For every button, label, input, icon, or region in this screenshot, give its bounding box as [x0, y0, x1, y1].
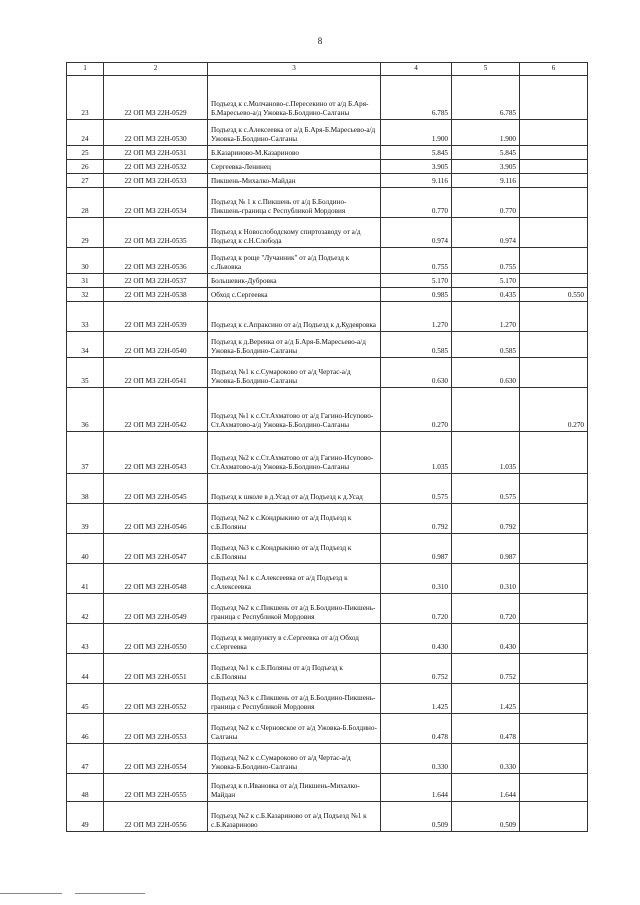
table-row [67, 802, 588, 832]
road-name: Пикшень-Михалко-Майдан [208, 174, 381, 188]
length-col5: 0.575 [452, 474, 520, 504]
footer-rule [75, 893, 145, 894]
road-code: 22 ОП МЗ 22Н-0545 [104, 474, 208, 504]
table-row [67, 288, 588, 302]
road-name: Б.Казарииово-М.Казариново [208, 146, 381, 160]
length-total: 1.270 [381, 302, 452, 332]
length-col5: 0.478 [452, 714, 520, 744]
road-code: 22 ОП МЗ 22Н-0547 [104, 534, 208, 564]
length-col5: 0.720 [452, 594, 520, 624]
column-header: 6 [520, 63, 588, 76]
road-name: Подъезд №2 к с.Сумароково от а/д Чертас-а/д Ужовка-Б.Болдино-Салганы [208, 744, 381, 774]
road-name: Подъезд №1 к с.Б.Поляны от а/д Подъезд к с.Б.Поляны [208, 654, 381, 684]
length-col5: 0.752 [452, 654, 520, 684]
table-header-row [67, 63, 588, 76]
road-code: 22 ОП МЗ 22Н-0533 [104, 174, 208, 188]
table-row [67, 302, 588, 332]
road-name: Подъезд №2 к с.Кондрыкино от а/д Подъезд к с.Б.Поляны [208, 504, 381, 534]
table-row [67, 274, 588, 288]
table-row [67, 564, 588, 594]
road-name: Подъезд №2 к с.Черновское от а/д Ужовка-Б.Болдино-Салганы [208, 714, 381, 744]
length-total: 0.985 [381, 288, 452, 302]
length-col5: 0.430 [452, 624, 520, 654]
road-name: Подъезд №3 к с.Пикшень от а/д Б.Болдино-Пикшень-граница с Республикой Мордовия [208, 684, 381, 714]
row-number: 38 [67, 474, 104, 504]
length-col6 [520, 188, 588, 218]
length-col5: 1.035 [452, 432, 520, 474]
table-row [67, 714, 588, 744]
length-col6 [520, 432, 588, 474]
column-header: 4 [381, 63, 452, 76]
column-header: 5 [452, 63, 520, 76]
road-code: 22 ОП МЗ 22Н-0536 [104, 248, 208, 274]
road-name: Обход с.Сергеевка [208, 288, 381, 302]
road-code: 22 ОП МЗ 22Н-0540 [104, 332, 208, 358]
length-col6 [520, 274, 588, 288]
road-name: Подъезд к роще "Лучанник" от а/д Подъезд к с.Львовка [208, 248, 381, 274]
length-col6 [520, 358, 588, 388]
length-col5: 3.905 [452, 160, 520, 174]
road-name: Подъезд №2 к с.Ст.Ахматово от а/д Гагино-Исупово-Ст.Ахматово-а/д Ужовка-Б.Болдино-Салганы [208, 432, 381, 474]
length-col5: 0.509 [452, 802, 520, 832]
length-col5: 0.330 [452, 744, 520, 774]
road-code: 22 ОП МЗ 22Н-0537 [104, 274, 208, 288]
column-header: 2 [104, 63, 208, 76]
table-row [67, 774, 588, 802]
length-col6 [520, 248, 588, 274]
length-total: 0.752 [381, 654, 452, 684]
road-code: 22 ОП МЗ 22Н-0529 [104, 76, 208, 120]
length-col5: 5.170 [452, 274, 520, 288]
length-col5: 9.116 [452, 174, 520, 188]
road-code: 22 ОП МЗ 22Н-0541 [104, 358, 208, 388]
table-row [67, 534, 588, 564]
road-name: Подъезд №3 к с.Кондрыкино от а/д Подъезд к с.Б.Поляны [208, 534, 381, 564]
row-number: 41 [67, 564, 104, 594]
road-name: Подъезд к с.Апраксино от а/д Подъезд к д.Кудеяровка [208, 302, 381, 332]
page-number: 8 [317, 36, 323, 46]
length-col6 [520, 564, 588, 594]
road-name: Подъезд №1 к с.Алексеевка от а/д Подъезд к с.Алексеевка [208, 564, 381, 594]
length-total: 0.974 [381, 218, 452, 248]
length-total: 0.585 [381, 332, 452, 358]
length-col5 [452, 388, 520, 432]
table-row [67, 120, 588, 146]
column-header: 1 [67, 63, 104, 76]
row-number: 34 [67, 332, 104, 358]
road-code: 22 ОП МЗ 22Н-0551 [104, 654, 208, 684]
table-row [67, 358, 588, 388]
row-number: 37 [67, 432, 104, 474]
table-row [67, 146, 588, 160]
length-col5: 1.425 [452, 684, 520, 714]
length-total: 1.035 [381, 432, 452, 474]
length-col5: 1.644 [452, 774, 520, 802]
row-number: 35 [67, 358, 104, 388]
length-total: 0.310 [381, 564, 452, 594]
length-total: 5.845 [381, 146, 452, 160]
road-name: Большевик-Дубровка [208, 274, 381, 288]
length-total: 6.785 [381, 76, 452, 120]
length-col5: 0.310 [452, 564, 520, 594]
length-col5: 6.785 [452, 76, 520, 120]
length-col6 [520, 684, 588, 714]
road-code: 22 ОП МЗ 22Н-0548 [104, 564, 208, 594]
length-col5: 0.987 [452, 534, 520, 564]
row-number: 33 [67, 302, 104, 332]
length-col6 [520, 534, 588, 564]
row-number: 46 [67, 714, 104, 744]
road-code: 22 ОП МЗ 22Н-0549 [104, 594, 208, 624]
row-number: 23 [67, 76, 104, 120]
row-number: 30 [67, 248, 104, 274]
length-col5: 5.845 [452, 146, 520, 160]
length-col5: 0.755 [452, 248, 520, 274]
length-total: 0.478 [381, 714, 452, 744]
column-header: 3 [208, 63, 381, 76]
row-number: 28 [67, 188, 104, 218]
row-number: 43 [67, 624, 104, 654]
road-name: Подъезд №2 к с.Б.Казариново от а/д Подъезд №1 к с.Б.Казариново [208, 802, 381, 832]
table-row [67, 744, 588, 774]
road-code: 22 ОП МЗ 22Н-0542 [104, 388, 208, 432]
table-row [67, 76, 588, 120]
roads-table [66, 62, 588, 832]
length-total: 0.430 [381, 624, 452, 654]
length-col5: 0.435 [452, 288, 520, 302]
length-col5: 0.585 [452, 332, 520, 358]
table-row [67, 504, 588, 534]
table-row [67, 188, 588, 218]
row-number: 31 [67, 274, 104, 288]
length-col6 [520, 504, 588, 534]
table-row [67, 594, 588, 624]
row-number: 29 [67, 218, 104, 248]
road-code: 22 ОП МЗ 22Н-0553 [104, 714, 208, 744]
length-col6 [520, 160, 588, 174]
footer-rule [0, 893, 62, 894]
road-name: Подъезд к Новослободскому спиртозаводу от а/д Подъезд к с.Н.Слобода [208, 218, 381, 248]
length-col6 [520, 774, 588, 802]
row-number: 25 [67, 146, 104, 160]
length-col5: 1.900 [452, 120, 520, 146]
table-row [67, 248, 588, 274]
row-number: 45 [67, 684, 104, 714]
row-number: 49 [67, 802, 104, 832]
length-col5: 0.792 [452, 504, 520, 534]
road-name: Подъезд №1 к с.Ст.Ахматово от а/д Гагино-Исупово-Ст.Ахматово-а/д Ужовка-Б.Болдино-Салганы [208, 388, 381, 432]
road-code: 22 ОП МЗ 22Н-0552 [104, 684, 208, 714]
length-total: 0.270 [381, 388, 452, 432]
length-total: 1.644 [381, 774, 452, 802]
length-col5: 1.270 [452, 302, 520, 332]
length-total: 3.905 [381, 160, 452, 174]
table-row [67, 160, 588, 174]
length-total: 0.509 [381, 802, 452, 832]
road-code: 22 ОП МЗ 22Н-0554 [104, 744, 208, 774]
table-row [67, 432, 588, 474]
length-total: 0.720 [381, 594, 452, 624]
length-total: 0.770 [381, 188, 452, 218]
row-number: 32 [67, 288, 104, 302]
length-col5: 0.630 [452, 358, 520, 388]
row-number: 36 [67, 388, 104, 432]
length-col5: 0.974 [452, 218, 520, 248]
road-name: Подъезд к медпункту в с.Сергеевка от а/д Обход с.Сергеевка [208, 624, 381, 654]
length-col6 [520, 654, 588, 684]
row-number: 40 [67, 534, 104, 564]
road-code: 22 ОП МЗ 22Н-0543 [104, 432, 208, 474]
length-col6: 0.550 [520, 288, 588, 302]
length-total: 0.575 [381, 474, 452, 504]
length-total: 5.170 [381, 274, 452, 288]
table-row [67, 332, 588, 358]
road-name: Подъезд №2 к с.Пикшень от а/д Б.Болдино-Пикшень-граница с Республикой Мордовия [208, 594, 381, 624]
row-number: 24 [67, 120, 104, 146]
length-col6 [520, 120, 588, 146]
length-total: 0.792 [381, 504, 452, 534]
length-col6 [520, 332, 588, 358]
road-code: 22 ОП МЗ 22Н-0555 [104, 774, 208, 802]
length-col6 [520, 714, 588, 744]
table-row [67, 624, 588, 654]
length-total: 0.330 [381, 744, 452, 774]
road-name: Подъезд к школе в д.Усад от а/д Подъезд к д.Усад [208, 474, 381, 504]
length-col6 [520, 474, 588, 504]
row-number: 27 [67, 174, 104, 188]
table-row [67, 388, 588, 432]
length-col6 [520, 76, 588, 120]
length-total: 1.900 [381, 120, 452, 146]
length-col6 [520, 624, 588, 654]
table-row [67, 684, 588, 714]
table-row [67, 474, 588, 504]
row-number: 26 [67, 160, 104, 174]
road-name: Подъезд к с.Молчаново-с.Пересекино от а/д Б.Аря-Б.Маресьево-а/д Ужовка-Б.Болдино-Салганы [208, 76, 381, 120]
road-code: 22 ОП МЗ 22Н-0535 [104, 218, 208, 248]
length-total: 0.987 [381, 534, 452, 564]
length-col6 [520, 302, 588, 332]
length-col6 [520, 174, 588, 188]
length-col6: 0.270 [520, 388, 588, 432]
table-row [67, 654, 588, 684]
row-number: 44 [67, 654, 104, 684]
row-number: 48 [67, 774, 104, 802]
road-code: 22 ОП МЗ 22Н-0534 [104, 188, 208, 218]
road-name: Подъезд к п.Ивановка от а/д Пикшень-Михалко-Майдан [208, 774, 381, 802]
row-number: 47 [67, 744, 104, 774]
length-col6 [520, 744, 588, 774]
road-code: 22 ОП МЗ 22Н-0539 [104, 302, 208, 332]
length-total: 9.116 [381, 174, 452, 188]
road-code: 22 ОП МЗ 22Н-0530 [104, 120, 208, 146]
row-number: 39 [67, 504, 104, 534]
length-total: 1.425 [381, 684, 452, 714]
length-total: 0.755 [381, 248, 452, 274]
length-col6 [520, 218, 588, 248]
road-code: 22 ОП МЗ 22Н-0531 [104, 146, 208, 160]
length-total: 0.630 [381, 358, 452, 388]
road-name: Подъезд №1 к с.Сумароково от а/д Чертас-а/д Ужовка-Б.Болдино-Салганы [208, 358, 381, 388]
length-col6 [520, 594, 588, 624]
road-name: Подъезд к с.Алексеевка от а/д Б.Аря-Б.Маресьево-а/д Ужовка-Б.Болдино-Салганы [208, 120, 381, 146]
road-code: 22 ОП МЗ 22Н-0532 [104, 160, 208, 174]
road-name: Подъезд к д.Веренка от а/д Б.Аря-Б.Маресьево-а/д Ужовка-Б.Болдино-Салганы [208, 332, 381, 358]
length-col6 [520, 146, 588, 160]
road-name: Сергеевка-Ленинец [208, 160, 381, 174]
table-row [67, 174, 588, 188]
length-col5: 0.770 [452, 188, 520, 218]
road-name: Подъезд № 1 к с.Пикшень от а/д Б.Болдино-Пикшень-граница с Республикой Мордовия [208, 188, 381, 218]
table-row [67, 218, 588, 248]
road-code: 22 ОП МЗ 22Н-0556 [104, 802, 208, 832]
road-code: 22 ОП МЗ 22Н-0538 [104, 288, 208, 302]
road-code: 22 ОП МЗ 22Н-0546 [104, 504, 208, 534]
row-number: 42 [67, 594, 104, 624]
length-col6 [520, 802, 588, 832]
road-code: 22 ОП МЗ 22Н-0550 [104, 624, 208, 654]
